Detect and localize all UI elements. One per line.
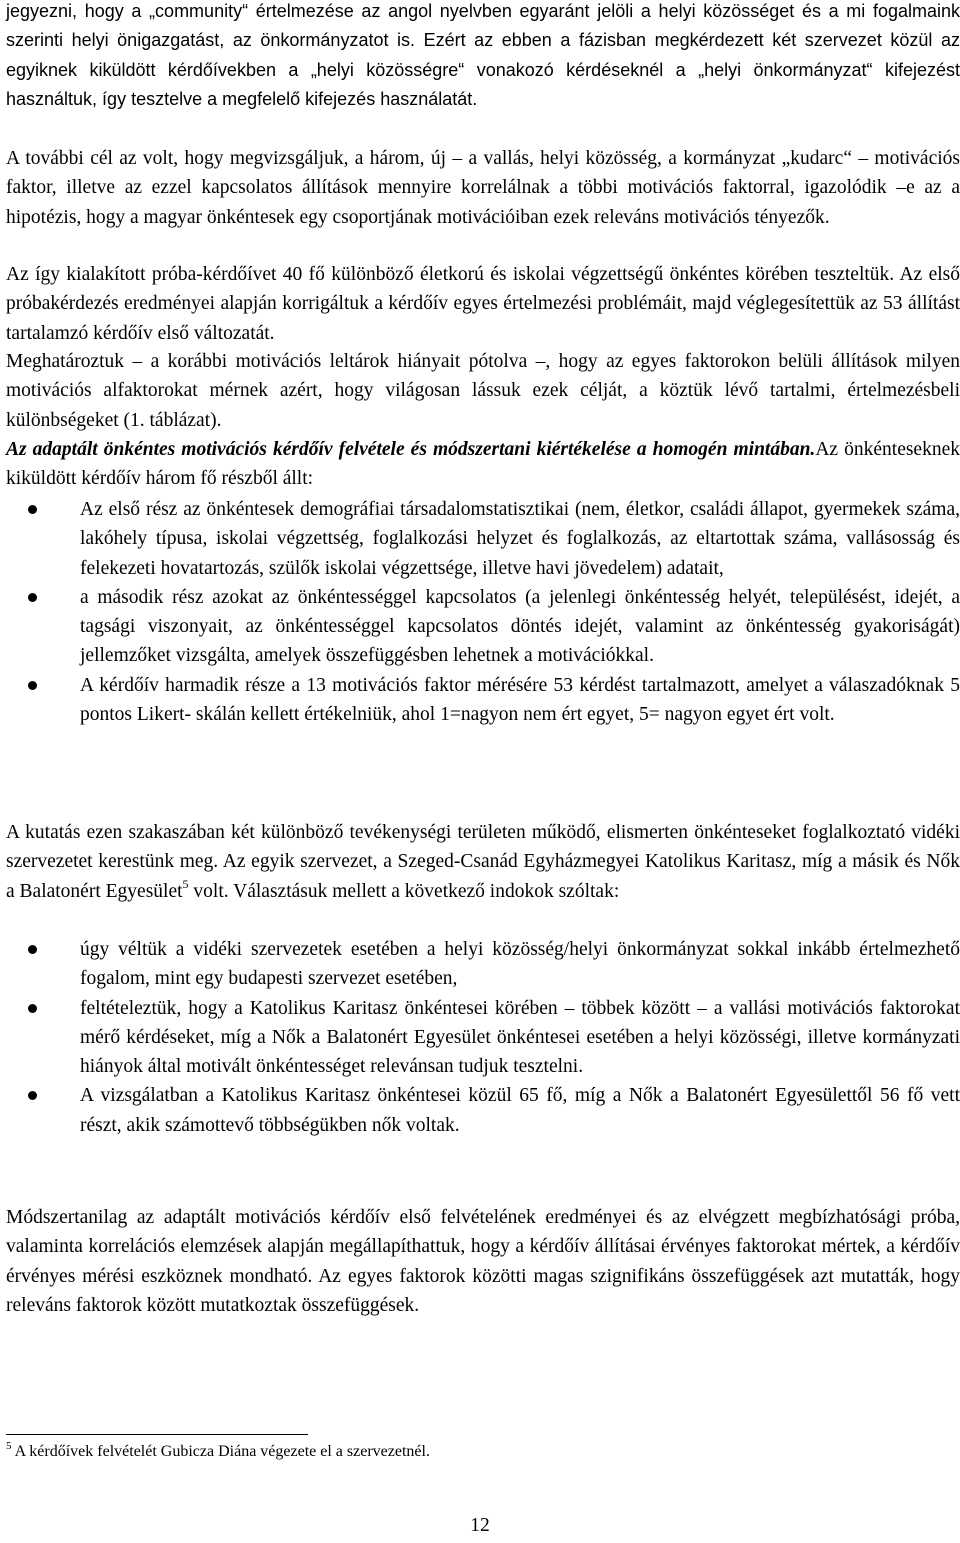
footnote — [6, 1441, 906, 1463]
list-item-text: a második rész azokat az önkéntességgel kapcsolatos (a jelenlegi önkéntesség helyét, településést, idejét, a tagsági viszonyait, az önkéntességgel kapcsolatos döntés idejét, valamint az önkéntesség gyakoriságát) jellemzőket vizsgálta, amelyek összefüggésben lehetnek a motivációkkal. — [80, 586, 960, 667]
paragraph-subfactors — [6, 347, 960, 435]
bullet-icon — [28, 505, 37, 514]
section-heading-paragraph — [6, 435, 960, 494]
footnote-number: 5 — [6, 1440, 12, 1452]
questionnaire-parts-list — [6, 495, 960, 729]
paragraph-text: jegyezni, hogy a „community“ értelmezése az angol nyelvben egyaránt jelöli a helyi közösséget és a mi fogalmaink szerinti helyi önigazgatást, az önkormányzatot is. Ezért az ebben a fázisban megkérdezett két szervezet közül az egyiknek kiküldött kérdőívekben a „helyi közösségre“ vonakozó kérdéseknél a „helyi önkormányzat“ kifejezést használtuk, így tesztelve a megfelelő kifejezés használatát. — [6, 1, 960, 109]
list-item — [6, 935, 960, 994]
paragraph-text-continued: volt. Választásuk mellett a következő indokok szóltak: — [188, 880, 620, 902]
list-item-text: A vizsgálatban a Katolikus Karitasz önkéntesei közül 65 fő, míg a Nők a Balatonért Egyesülettől 56 fő vett részt, akik számottevő többségükben nők voltak. — [80, 1085, 960, 1136]
bullet-icon — [28, 945, 37, 954]
footnote-reference: 5 — [182, 876, 189, 891]
paragraph-community-definition — [6, 0, 960, 114]
list-item — [6, 994, 960, 1082]
section-heading: Az adaptált önkéntes motivációs kérdőív felvétele és módszertani kiértékelése a homogén mintában. — [6, 439, 816, 460]
paragraph-methodology — [6, 1203, 960, 1320]
paragraph-text: Meghatároztuk – a korábbi motivációs leltárok hiányait pótolva –, hogy az egyes faktorokon belüli állítások milyen motivációs alfaktorokat mérnek azért, hogy világosan lássuk ezek célját, a köztük lévő tartalmi, értelmezésbeli különbségeket (1. táblázat). — [6, 351, 960, 431]
footnote-divider — [6, 1434, 308, 1435]
bullet-icon — [28, 1004, 37, 1013]
heading-follow-text: Az önkénteseknek kiküldött kérdőív három fő részből állt: — [6, 439, 960, 490]
list-item — [6, 495, 960, 583]
paragraph-text: Az így kialakított próba-kérdőívet 40 fő különböző életkorú és iskolai végzettségű önkéntes körében teszteltük. Az első próbakérdezés eredményei alapján korrigáltuk a kérdőív egyes értelmezési problémáit, majd véglegesítettük az 53 állítást tartalamzó kérdőív első változatát. — [6, 264, 960, 344]
bullet-icon — [28, 593, 37, 602]
paragraph-text: Módszertanilag az adaptált motivációs kérdőív első felvételének eredményei és az elvégzett megbízhatósági próba, valaminta korrelációs elemzések alapján megállapíthattuk, hogy a kérdőív állításai érvényes faktorokat mértek, a kérdőív érvényes mérési eszköznek mondható. Az egyes faktorok közötti magas szignifikáns összefüggések azt mutatták, hogy releváns faktorok között mutatkoztak összefüggések. — [6, 1207, 960, 1316]
paragraph-pilot-questionnaire — [6, 260, 960, 348]
list-item — [6, 671, 960, 730]
paragraph-organizations — [6, 818, 960, 906]
list-item-text: feltételeztük, hogy a Katolikus Karitasz önkéntesei körében – többek között – a vallási motivációs faktorokat mérő kérdéseket, míg a Nők a Balatonért Egyesület önkéntesei esetében a helyi közösségi, illetve kormányzati hiányok által motivált önkéntességet relevánsan tudjuk tesztelni. — [80, 997, 960, 1078]
page-number: 12 — [470, 1515, 490, 1536]
paragraph-further-goal — [6, 144, 960, 232]
list-item — [6, 1081, 960, 1140]
bullet-icon — [28, 1091, 37, 1100]
paragraph-text: A további cél az volt, hogy megvizsgáljuk, a három, új – a vallás, helyi közösség, a kormányzat „kudarc“ – motivációs faktor, illetve az ezzel kapcsolatos állítások mennyire korrelálnak a többi motivációs faktorral, igazolódik –e az a hipotézis, hogy a magyar önkéntesek egy csoportjának motivációiban ezek releváns motivációs tényezők. — [6, 148, 960, 228]
list-item-text: úgy véltük a vidéki szervezetek esetében a helyi közösség/helyi önkormányzat sokkal inkább értelmezhető fogalom, mint egy budapesti szervezet esetében, — [80, 939, 960, 990]
reasons-list — [6, 935, 960, 1140]
paragraph-text: A kutatás ezen szakaszában két különböző tevékenységi területen működő, elismerten önkénteseket foglalkoztató vidéki szervezetet kerestünk meg. Az egyik szervezet, a Szeged-Csanád Egyházmegyei Katolikus Karitasz, míg a másik és Nők a Balatonért Egyesület — [6, 822, 960, 902]
list-item-text: Az első rész az önkéntesek demográfiai társadalomstatisztikai (nem, életkor, családi állapot, gyermekek száma, lakóhely típusa, iskolai végzettség, foglalkozási helyzet és foglalkozás, az eltartottak száma, vallásosság és felekezeti hovatartozás, szülők iskolai végzettsége, illetve havi jövedelem) adatait, — [80, 499, 960, 579]
list-item — [6, 583, 960, 671]
footnote-text: A kérdőívek felvételét Gubicza Diána végezete el a szervezetnél. — [11, 1443, 430, 1460]
list-item-text: A kérdőív harmadik része a 13 motivációs faktor mérésére 53 kérdést tartalmazott, amelyet a válaszadóknak 5 pontos Likert- skálán kellett értékelniük, ahol 1=nagyon nem ért egyet, 5= nagyon egyet ért volt. — [80, 674, 960, 726]
bullet-icon — [28, 681, 37, 690]
